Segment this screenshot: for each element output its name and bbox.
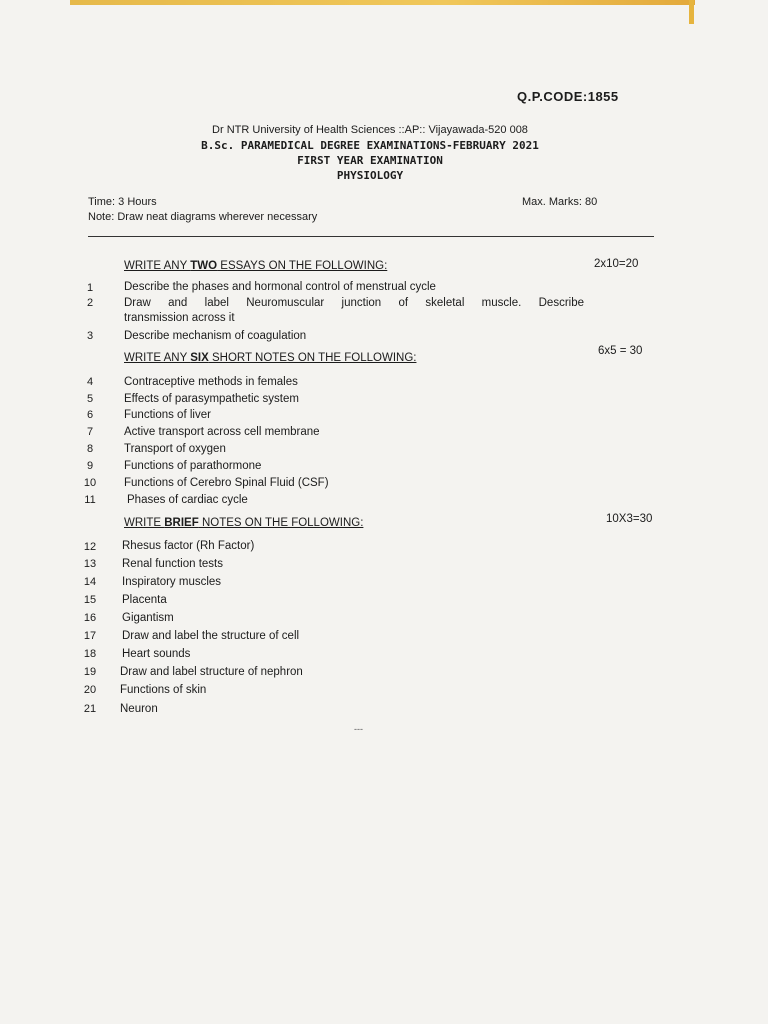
question-text: Heart sounds [122, 648, 191, 660]
question-number: 8 [86, 443, 94, 455]
question-text: Rhesus factor (Rh Factor) [122, 540, 255, 552]
time-label: Time: 3 Hours [88, 196, 157, 208]
question-number: 21 [83, 703, 97, 715]
question-text: Functions of skin [120, 684, 207, 696]
question-text: Inspiratory muscles [122, 576, 222, 588]
question-text: Draw and label Neuromuscular junction of skeletal muscle. Describe [124, 297, 584, 309]
exam-year: FIRST YEAR EXAMINATION [297, 154, 443, 167]
question-number: 4 [86, 376, 94, 388]
question-text: Phases of cardiac cycle [127, 494, 248, 506]
question-text: Describe mechanism of coagulation [124, 330, 307, 342]
question-text: Functions of Cerebro Spinal Fluid (CSF) [124, 477, 329, 489]
question-number: 20 [83, 684, 97, 696]
section-heading-essays: WRITE ANY TWO ESSAYS ON THE FOLLOWING: [124, 260, 388, 272]
question-number: 10 [83, 477, 97, 489]
question-number: 5 [86, 393, 94, 405]
question-text: Transport of oxygen [124, 443, 226, 455]
question-text-continued: transmission across it [124, 312, 235, 324]
question-text: Describe the phases and hormonal control of menstrual cycle [124, 281, 436, 293]
question-number: 14 [83, 576, 97, 588]
max-marks-label: Max. Marks: 80 [522, 196, 598, 208]
section-marks-essays: 2x10=20 [594, 258, 639, 270]
question-text: Functions of parathormone [124, 460, 262, 472]
question-number: 7 [86, 426, 94, 438]
question-text: Active transport across cell membrane [124, 426, 320, 438]
question-text: Draw and label structure of nephron [120, 666, 303, 678]
question-text: Placenta [122, 594, 167, 606]
university-name: Dr NTR University of Health Sciences ::AP:: Vijayawada-520 008 [212, 124, 528, 136]
section-heading-brief-notes: WRITE BRIEF NOTES ON THE FOLLOWING: [124, 517, 364, 529]
question-number: 12 [83, 541, 97, 553]
question-number: 15 [83, 594, 97, 606]
question-text: Draw and label the structure of cell [122, 630, 300, 642]
end-mark: --- [354, 724, 363, 734]
question-number: 17 [83, 630, 97, 642]
degree-title: B.Sc. PARAMEDICAL DEGREE EXAMINATIONS-FEBRUARY 2021 [201, 139, 539, 152]
question-text: Renal function tests [122, 558, 224, 570]
question-number: 18 [83, 648, 97, 660]
question-number: 9 [86, 460, 94, 472]
section-heading-short-notes: WRITE ANY SIX SHORT NOTES ON THE FOLLOWING: [124, 352, 417, 364]
subject-title: PHYSIOLOGY [336, 169, 404, 182]
question-number: 3 [86, 330, 94, 342]
question-number: 2 [86, 297, 94, 309]
note-text: Note: Draw neat diagrams wherever necessary [88, 211, 318, 223]
question-number: 19 [83, 666, 97, 678]
qp-code: Q.P.CODE:1855 [517, 89, 619, 104]
question-number: 11 [84, 494, 96, 506]
top-edge-strip [70, 0, 695, 5]
section-marks-short-notes: 6x5 = 30 [598, 345, 643, 357]
question-text: Functions of liver [124, 409, 211, 421]
question-number: 1 [86, 282, 94, 294]
question-text: Neuron [120, 703, 158, 715]
divider-line [88, 236, 654, 237]
question-text: Gigantism [122, 612, 174, 624]
question-number: 13 [83, 558, 97, 570]
question-text: Effects of parasympathetic system [124, 393, 299, 405]
section-marks-brief-notes: 10X3=30 [606, 513, 653, 525]
question-number: 6 [86, 409, 94, 421]
question-number: 16 [83, 612, 97, 624]
question-text: Contraceptive methods in females [124, 376, 298, 388]
right-edge-strip [689, 0, 694, 24]
